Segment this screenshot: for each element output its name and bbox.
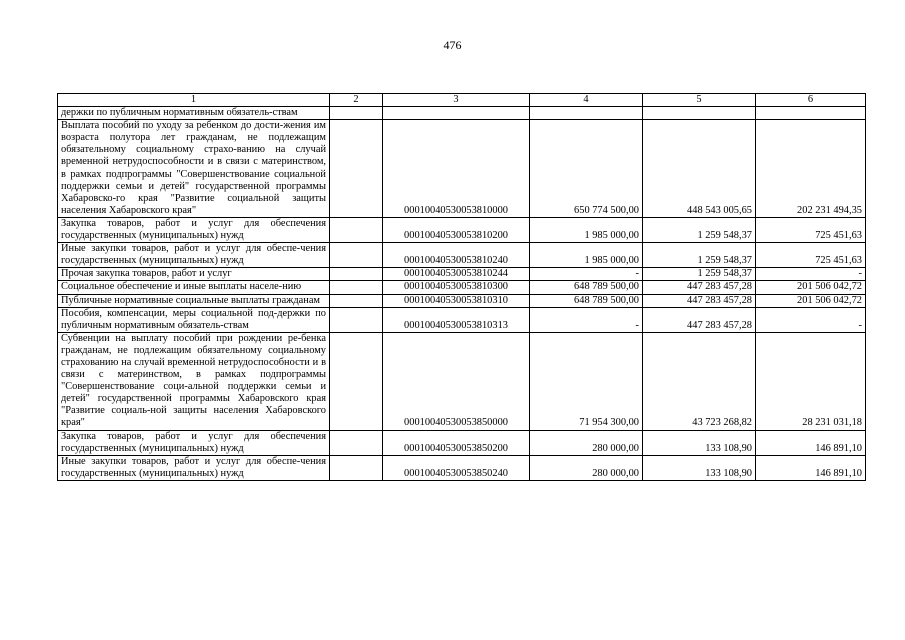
table-row	[58, 243, 866, 268]
row-description: Закупка товаров, работ и услуг для обеспечения государственных (муниципальных) нужд	[58, 217, 330, 242]
row-code: 00010040530053810244	[383, 268, 530, 281]
col-header-6: 6	[756, 94, 866, 107]
col-header-2: 2	[330, 94, 383, 107]
row-value-4: -	[530, 307, 643, 332]
row-value-5: 447 283 457,28	[643, 281, 756, 294]
col-header-1: 1	[58, 94, 330, 107]
row-col2	[330, 281, 383, 294]
row-value-5: 1 259 548,37	[643, 268, 756, 281]
row-value-4: 648 789 500,00	[530, 281, 643, 294]
row-col2	[330, 268, 383, 281]
table-row	[58, 455, 866, 480]
row-value-4: 280 000,00	[530, 430, 643, 455]
row-value-4: 648 789 500,00	[530, 294, 643, 307]
row-value-5	[643, 107, 756, 120]
row-value-4: 1 985 000,00	[530, 243, 643, 268]
col-header-4: 4	[530, 94, 643, 107]
budget-table	[57, 93, 866, 481]
row-col2	[330, 455, 383, 480]
row-value-6: -	[756, 268, 866, 281]
row-value-6: 202 231 494,35	[756, 120, 866, 218]
row-col2	[330, 107, 383, 120]
row-value-5: 43 723 268,82	[643, 332, 756, 430]
row-description: Иные закупки товаров, работ и услуг для обеспе-чения государственных (муниципальных) нужд	[58, 243, 330, 268]
row-value-4: 650 774 500,00	[530, 120, 643, 218]
table-header-row	[58, 94, 866, 107]
table-row	[58, 217, 866, 242]
row-code: 00010040530053850000	[383, 332, 530, 430]
row-code: 00010040530053850240	[383, 455, 530, 480]
table-row	[58, 107, 866, 120]
page-number: 476	[443, 38, 462, 52]
row-col2	[330, 430, 383, 455]
col-header-3: 3	[383, 94, 530, 107]
row-col2	[330, 120, 383, 218]
row-description: Публичные нормативные социальные выплаты гражданам	[58, 294, 330, 307]
row-value-6: 725 451,63	[756, 243, 866, 268]
row-code: 00010040530053850200	[383, 430, 530, 455]
row-col2	[330, 307, 383, 332]
row-value-4: 71 954 300,00	[530, 332, 643, 430]
row-code: 00010040530053810240	[383, 243, 530, 268]
row-value-4	[530, 107, 643, 120]
row-description: Социальное обеспечение и иные выплаты населе-нию	[58, 281, 330, 294]
row-value-6: 725 451,63	[756, 217, 866, 242]
row-value-6: 201 506 042,72	[756, 294, 866, 307]
row-description: держки по публичным нормативным обязатель-ствам	[58, 107, 330, 120]
row-description: Выплата пособий по уходу за ребенком до дости-жения им возраста полутора лет гражданам, не подлежащим обязательному социальному страхо-ванию на случай временной нетрудоспособности и в связи с материнством, в рамках подпрограммы "Совершенствование социальной поддержки семьи и детей" государственной программы Хабаровско-го края "Развитие социальной защиты населения Хабаровского края"	[58, 120, 330, 218]
table-row	[58, 430, 866, 455]
row-description: Пособия, компенсации, меры социальной под-держки по публичным нормативным обязатель-ствам	[58, 307, 330, 332]
row-value-5: 133 108,90	[643, 455, 756, 480]
row-value-5: 447 283 457,28	[643, 307, 756, 332]
row-col2	[330, 294, 383, 307]
row-value-4: 280 000,00	[530, 455, 643, 480]
table-row	[58, 268, 866, 281]
row-description: Иные закупки товаров, работ и услуг для обеспе-чения государственных (муниципальных) нужд	[58, 455, 330, 480]
row-code: 00010040530053810300	[383, 281, 530, 294]
row-code: 00010040530053810000	[383, 120, 530, 218]
row-value-6: -	[756, 307, 866, 332]
row-description: Прочая закупка товаров, работ и услуг	[58, 268, 330, 281]
row-col2	[330, 332, 383, 430]
row-description: Закупка товаров, работ и услуг для обеспечения государственных (муниципальных) нужд	[58, 430, 330, 455]
row-code: 00010040530053810200	[383, 217, 530, 242]
row-value-5: 447 283 457,28	[643, 294, 756, 307]
table-row	[58, 307, 866, 332]
row-value-5: 133 108,90	[643, 430, 756, 455]
row-code: 00010040530053810310	[383, 294, 530, 307]
row-value-6: 146 891,10	[756, 455, 866, 480]
row-col2	[330, 243, 383, 268]
row-col2	[330, 217, 383, 242]
row-description: Субвенции на выплату пособий при рождении ре-бенка гражданам, не подлежащим обязательному социальному страхованию на случай временной нетрудоспособности и в связи с материнством, в рамках подпрограммы "Совершенствование соци-альной поддержки семьи и детей" государственной программы Хабаровского края "Развитие социаль-ной защиты населения Хабаровского края"	[58, 332, 330, 430]
table-row	[58, 294, 866, 307]
row-code	[383, 107, 530, 120]
table-row	[58, 332, 866, 430]
row-value-4: 1 985 000,00	[530, 217, 643, 242]
row-value-6: 146 891,10	[756, 430, 866, 455]
row-value-6	[756, 107, 866, 120]
row-value-5: 1 259 548,37	[643, 243, 756, 268]
col-header-5: 5	[643, 94, 756, 107]
row-value-5: 448 543 005,65	[643, 120, 756, 218]
row-code: 00010040530053810313	[383, 307, 530, 332]
table-row	[58, 120, 866, 218]
row-value-4: -	[530, 268, 643, 281]
row-value-6: 201 506 042,72	[756, 281, 866, 294]
table-row	[58, 281, 866, 294]
row-value-6: 28 231 031,18	[756, 332, 866, 430]
row-value-5: 1 259 548,37	[643, 217, 756, 242]
